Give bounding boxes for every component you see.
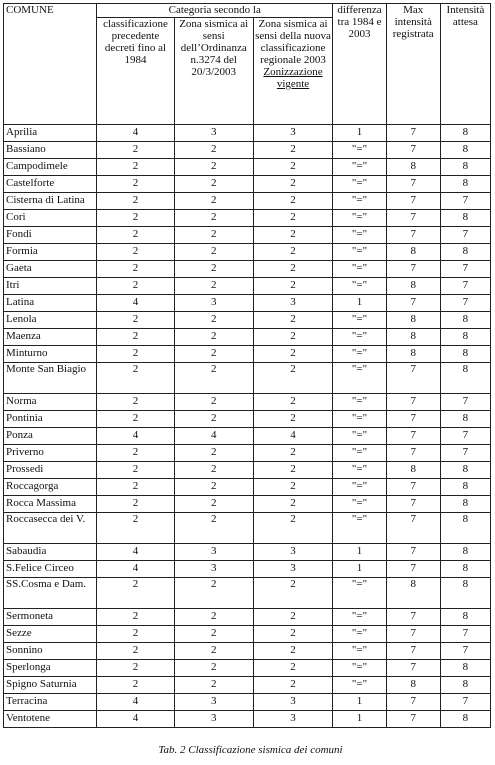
value-cell: 8 [440, 544, 490, 561]
value-cell: 2 [174, 363, 253, 394]
value-cell: 3 [174, 544, 253, 561]
value-cell: "=" [333, 462, 386, 479]
value-cell: 2 [174, 329, 253, 346]
value-cell: 2 [97, 660, 175, 677]
value-cell: 8 [440, 159, 490, 176]
comune-cell: Pontinia [4, 411, 97, 428]
table-row [4, 711, 491, 728]
value-cell: 1 [333, 125, 386, 142]
value-cell: 2 [174, 261, 253, 278]
value-cell: 2 [253, 278, 333, 295]
comune-cell: Terracina [4, 694, 97, 711]
comune-cell: Norma [4, 394, 97, 411]
value-cell: 3 [174, 561, 253, 578]
value-cell: 7 [386, 261, 440, 278]
table-row [4, 609, 491, 626]
value-cell: 2 [253, 329, 333, 346]
table-row [4, 244, 491, 261]
value-cell: 2 [174, 176, 253, 193]
value-cell: 2 [97, 193, 175, 210]
table-row [4, 312, 491, 329]
comune-cell: Campodimele [4, 159, 97, 176]
value-cell: 2 [253, 677, 333, 694]
table-row [4, 193, 491, 210]
value-cell: 2 [97, 329, 175, 346]
comune-cell: S.Felice Circeo [4, 561, 97, 578]
value-cell: 8 [440, 513, 490, 544]
comune-cell: Sperlonga [4, 660, 97, 677]
comune-cell: Itri [4, 278, 97, 295]
table-row [4, 462, 491, 479]
value-cell: 2 [174, 660, 253, 677]
value-cell: 7 [386, 227, 440, 244]
value-cell: 8 [386, 677, 440, 694]
value-cell: 7 [386, 626, 440, 643]
value-cell: 2 [174, 626, 253, 643]
comune-cell: Formia [4, 244, 97, 261]
value-cell: "=" [333, 578, 386, 609]
value-cell: 2 [253, 142, 333, 159]
value-cell: 7 [386, 142, 440, 159]
value-cell: 7 [386, 544, 440, 561]
value-cell: 2 [97, 394, 175, 411]
value-cell: 2 [174, 227, 253, 244]
value-cell: 7 [386, 394, 440, 411]
comune-cell: SS.Cosma e Dam. [4, 578, 97, 609]
value-cell: 3 [174, 295, 253, 312]
value-cell: 2 [97, 462, 175, 479]
value-cell: "=" [333, 176, 386, 193]
value-cell: 3 [253, 561, 333, 578]
value-cell: 7 [440, 261, 490, 278]
value-cell: 2 [253, 411, 333, 428]
value-cell: 2 [174, 312, 253, 329]
value-cell: "=" [333, 479, 386, 496]
value-cell: 2 [97, 445, 175, 462]
value-cell: 7 [386, 479, 440, 496]
value-cell: 2 [97, 278, 175, 295]
value-cell: 2 [97, 496, 175, 513]
comune-cell: Fondi [4, 227, 97, 244]
value-cell: 8 [440, 142, 490, 159]
header-sub-3-text: Zona sismica ai sensi della nuova classificazione regionale 2003 [255, 18, 331, 66]
table-row [4, 210, 491, 227]
comune-cell: Aprilia [4, 125, 97, 142]
value-cell: 2 [174, 479, 253, 496]
value-cell: 7 [440, 445, 490, 462]
value-cell: 2 [253, 210, 333, 227]
table-row [4, 394, 491, 411]
value-cell: 1 [333, 694, 386, 711]
value-cell: 8 [386, 346, 440, 363]
header-comune: COMUNE [4, 4, 97, 125]
value-cell: "=" [333, 513, 386, 544]
table-row [4, 227, 491, 244]
value-cell: 2 [97, 176, 175, 193]
value-cell: 1 [333, 544, 386, 561]
header-sub-3-underlined: Zonizzazione vigente [263, 66, 323, 90]
value-cell: 2 [97, 346, 175, 363]
table-row [4, 142, 491, 159]
value-cell: 2 [97, 244, 175, 261]
comune-cell: Ventotene [4, 711, 97, 728]
header-max: Max intensità registrata [386, 4, 440, 125]
comune-cell: Spigno Saturnia [4, 677, 97, 694]
comune-cell: Gaeta [4, 261, 97, 278]
value-cell: 7 [386, 176, 440, 193]
value-cell: 7 [386, 609, 440, 626]
value-cell: 2 [97, 578, 175, 609]
value-cell: 7 [386, 561, 440, 578]
value-cell: 2 [174, 394, 253, 411]
value-cell: 7 [386, 363, 440, 394]
value-cell: 2 [97, 677, 175, 694]
table-caption: Tab. 2 Classificazione sismica dei comuni [158, 744, 343, 756]
table-row [4, 278, 491, 295]
value-cell: 4 [97, 125, 175, 142]
value-cell: 7 [440, 694, 490, 711]
comune-cell: Ponza [4, 428, 97, 445]
value-cell: "=" [333, 159, 386, 176]
value-cell: 2 [253, 227, 333, 244]
comune-cell: Monte San Biagio [4, 363, 97, 394]
header-sub-2: Zona sismica ai sensi dell’Ordinanza n.3274 del 20/3/2003 [174, 18, 253, 125]
value-cell: "=" [333, 394, 386, 411]
value-cell: "=" [333, 445, 386, 462]
value-cell: "=" [333, 261, 386, 278]
table-row [4, 445, 491, 462]
value-cell: 2 [97, 210, 175, 227]
value-cell: 3 [253, 544, 333, 561]
table-row [4, 578, 491, 609]
comune-cell: Sabaudia [4, 544, 97, 561]
value-cell: 2 [97, 609, 175, 626]
value-cell: 8 [440, 125, 490, 142]
value-cell: 4 [253, 428, 333, 445]
value-cell: 2 [174, 411, 253, 428]
value-cell: 2 [97, 626, 175, 643]
comune-cell: Bassiano [4, 142, 97, 159]
value-cell: "=" [333, 428, 386, 445]
value-cell: "=" [333, 626, 386, 643]
document-page [3, 3, 491, 756]
table-row [4, 694, 491, 711]
value-cell: 2 [253, 479, 333, 496]
value-cell: 2 [174, 496, 253, 513]
value-cell: 7 [386, 496, 440, 513]
header-group: Categoria secondo la [97, 4, 333, 18]
table-row [4, 346, 491, 363]
value-cell: 4 [174, 428, 253, 445]
value-cell: "=" [333, 210, 386, 227]
value-cell: 7 [386, 125, 440, 142]
value-cell: "=" [333, 278, 386, 295]
comune-cell: Minturno [4, 346, 97, 363]
value-cell: 2 [174, 578, 253, 609]
value-cell: "=" [333, 496, 386, 513]
value-cell: 8 [386, 312, 440, 329]
value-cell: "=" [333, 643, 386, 660]
value-cell: 1 [333, 711, 386, 728]
value-cell: 2 [174, 159, 253, 176]
value-cell: 7 [386, 513, 440, 544]
value-cell: 3 [253, 125, 333, 142]
value-cell: 7 [386, 445, 440, 462]
value-cell: 7 [440, 394, 490, 411]
value-cell: 2 [97, 142, 175, 159]
comune-cell: Latina [4, 295, 97, 312]
table-row [4, 411, 491, 428]
table-row [4, 643, 491, 660]
value-cell: 2 [253, 643, 333, 660]
table-row [4, 261, 491, 278]
value-cell: 8 [440, 711, 490, 728]
value-cell: 2 [253, 312, 333, 329]
value-cell: 7 [386, 295, 440, 312]
value-cell: "=" [333, 660, 386, 677]
value-cell: 7 [386, 428, 440, 445]
value-cell: 8 [386, 462, 440, 479]
value-cell: 7 [386, 193, 440, 210]
value-cell: "=" [333, 227, 386, 244]
value-cell: 8 [440, 411, 490, 428]
value-cell: 1 [333, 295, 386, 312]
value-cell: "=" [333, 363, 386, 394]
value-cell: 2 [253, 261, 333, 278]
value-cell: 3 [174, 694, 253, 711]
comune-cell: Cisterna di Latina [4, 193, 97, 210]
value-cell: 7 [386, 694, 440, 711]
table-row [4, 176, 491, 193]
comune-cell: Priverno [4, 445, 97, 462]
value-cell: 2 [253, 513, 333, 544]
value-cell: 4 [97, 561, 175, 578]
value-cell: 8 [440, 677, 490, 694]
table-row [4, 513, 491, 544]
header-attesa: Intensità attesa [440, 4, 490, 125]
value-cell: 8 [440, 329, 490, 346]
value-cell: 8 [440, 244, 490, 261]
value-cell: "=" [333, 193, 386, 210]
value-cell: 2 [253, 176, 333, 193]
header-sub-3 [253, 18, 333, 125]
value-cell: 2 [253, 244, 333, 261]
value-cell: 2 [253, 609, 333, 626]
value-cell: 2 [253, 578, 333, 609]
value-cell: "=" [333, 312, 386, 329]
header-diff: differenza tra 1984 e 2003 [333, 4, 386, 125]
value-cell: 2 [253, 626, 333, 643]
table-row [4, 479, 491, 496]
value-cell: 2 [97, 479, 175, 496]
value-cell: 8 [440, 176, 490, 193]
table-row [4, 660, 491, 677]
comune-cell: Sonnino [4, 643, 97, 660]
value-cell: 7 [440, 643, 490, 660]
value-cell: 8 [440, 578, 490, 609]
header-sub-1: classificazione precedente decreti fino al 1984 [97, 18, 175, 125]
value-cell: 8 [386, 278, 440, 295]
value-cell: 4 [97, 694, 175, 711]
value-cell: 2 [174, 346, 253, 363]
value-cell: "=" [333, 244, 386, 261]
value-cell: 2 [253, 363, 333, 394]
value-cell: "=" [333, 609, 386, 626]
table-row [4, 544, 491, 561]
value-cell: "=" [333, 142, 386, 159]
value-cell: "=" [333, 411, 386, 428]
table-row [4, 626, 491, 643]
value-cell: 3 [174, 125, 253, 142]
value-cell: 8 [440, 660, 490, 677]
value-cell: 8 [386, 578, 440, 609]
value-cell: 2 [253, 445, 333, 462]
value-cell: 8 [440, 462, 490, 479]
value-cell: 4 [97, 428, 175, 445]
value-cell: 2 [97, 411, 175, 428]
comune-cell: Sermoneta [4, 609, 97, 626]
value-cell: 7 [386, 210, 440, 227]
value-cell: 2 [253, 394, 333, 411]
value-cell: "=" [333, 346, 386, 363]
table-row [4, 125, 491, 142]
table-row [4, 159, 491, 176]
value-cell: 2 [253, 660, 333, 677]
comune-cell: Sezze [4, 626, 97, 643]
comune-cell: Maenza [4, 329, 97, 346]
comune-cell: Roccagorga [4, 479, 97, 496]
value-cell: 8 [440, 312, 490, 329]
value-cell: 2 [174, 278, 253, 295]
value-cell: 3 [253, 694, 333, 711]
value-cell: 2 [174, 244, 253, 261]
value-cell: 4 [97, 711, 175, 728]
value-cell: 8 [386, 159, 440, 176]
value-cell: 7 [440, 295, 490, 312]
value-cell: 2 [174, 142, 253, 159]
table-row [4, 677, 491, 694]
value-cell: 7 [440, 227, 490, 244]
table-row [4, 295, 491, 312]
comune-cell: Prossedi [4, 462, 97, 479]
value-cell: 2 [174, 193, 253, 210]
table-row [4, 329, 491, 346]
value-cell: 3 [253, 711, 333, 728]
value-cell: 2 [97, 261, 175, 278]
value-cell: 2 [97, 159, 175, 176]
value-cell: 7 [386, 411, 440, 428]
table-row [4, 561, 491, 578]
value-cell: 2 [253, 346, 333, 363]
comune-cell: Cori [4, 210, 97, 227]
value-cell: 8 [440, 346, 490, 363]
value-cell: 7 [386, 643, 440, 660]
value-cell: 2 [174, 643, 253, 660]
value-cell: "=" [333, 329, 386, 346]
seismic-classification-table [3, 3, 491, 728]
value-cell: 2 [253, 159, 333, 176]
value-cell: 2 [97, 363, 175, 394]
table-row [4, 496, 491, 513]
comune-cell: Roccasecca dei V. [4, 513, 97, 544]
value-cell: 3 [174, 711, 253, 728]
comune-cell: Rocca Massima [4, 496, 97, 513]
value-cell: 8 [440, 496, 490, 513]
comune-cell: Castelforte [4, 176, 97, 193]
value-cell: 4 [97, 295, 175, 312]
value-cell: 2 [174, 445, 253, 462]
value-cell: 4 [97, 544, 175, 561]
value-cell: 2 [174, 210, 253, 227]
value-cell: 7 [386, 660, 440, 677]
value-cell: 1 [333, 561, 386, 578]
value-cell: 7 [440, 428, 490, 445]
value-cell: 2 [97, 312, 175, 329]
value-cell: 8 [440, 561, 490, 578]
value-cell: 8 [440, 479, 490, 496]
value-cell: 7 [440, 278, 490, 295]
value-cell: 8 [440, 210, 490, 227]
value-cell: 2 [97, 643, 175, 660]
value-cell: 2 [253, 193, 333, 210]
value-cell: "=" [333, 677, 386, 694]
value-cell: 3 [253, 295, 333, 312]
value-cell: 2 [174, 677, 253, 694]
value-cell: 2 [174, 462, 253, 479]
value-cell: 2 [174, 609, 253, 626]
value-cell: 7 [440, 193, 490, 210]
table-row [4, 428, 491, 445]
value-cell: 8 [386, 329, 440, 346]
table-body [4, 125, 491, 728]
comune-cell: Lenola [4, 312, 97, 329]
value-cell: 7 [440, 626, 490, 643]
value-cell: 2 [97, 513, 175, 544]
value-cell: 2 [253, 496, 333, 513]
value-cell: 2 [253, 462, 333, 479]
value-cell: 8 [386, 244, 440, 261]
table-row [4, 363, 491, 394]
value-cell: 2 [174, 513, 253, 544]
value-cell: 8 [440, 363, 490, 394]
value-cell: 7 [386, 711, 440, 728]
value-cell: 8 [440, 609, 490, 626]
value-cell: 2 [97, 227, 175, 244]
